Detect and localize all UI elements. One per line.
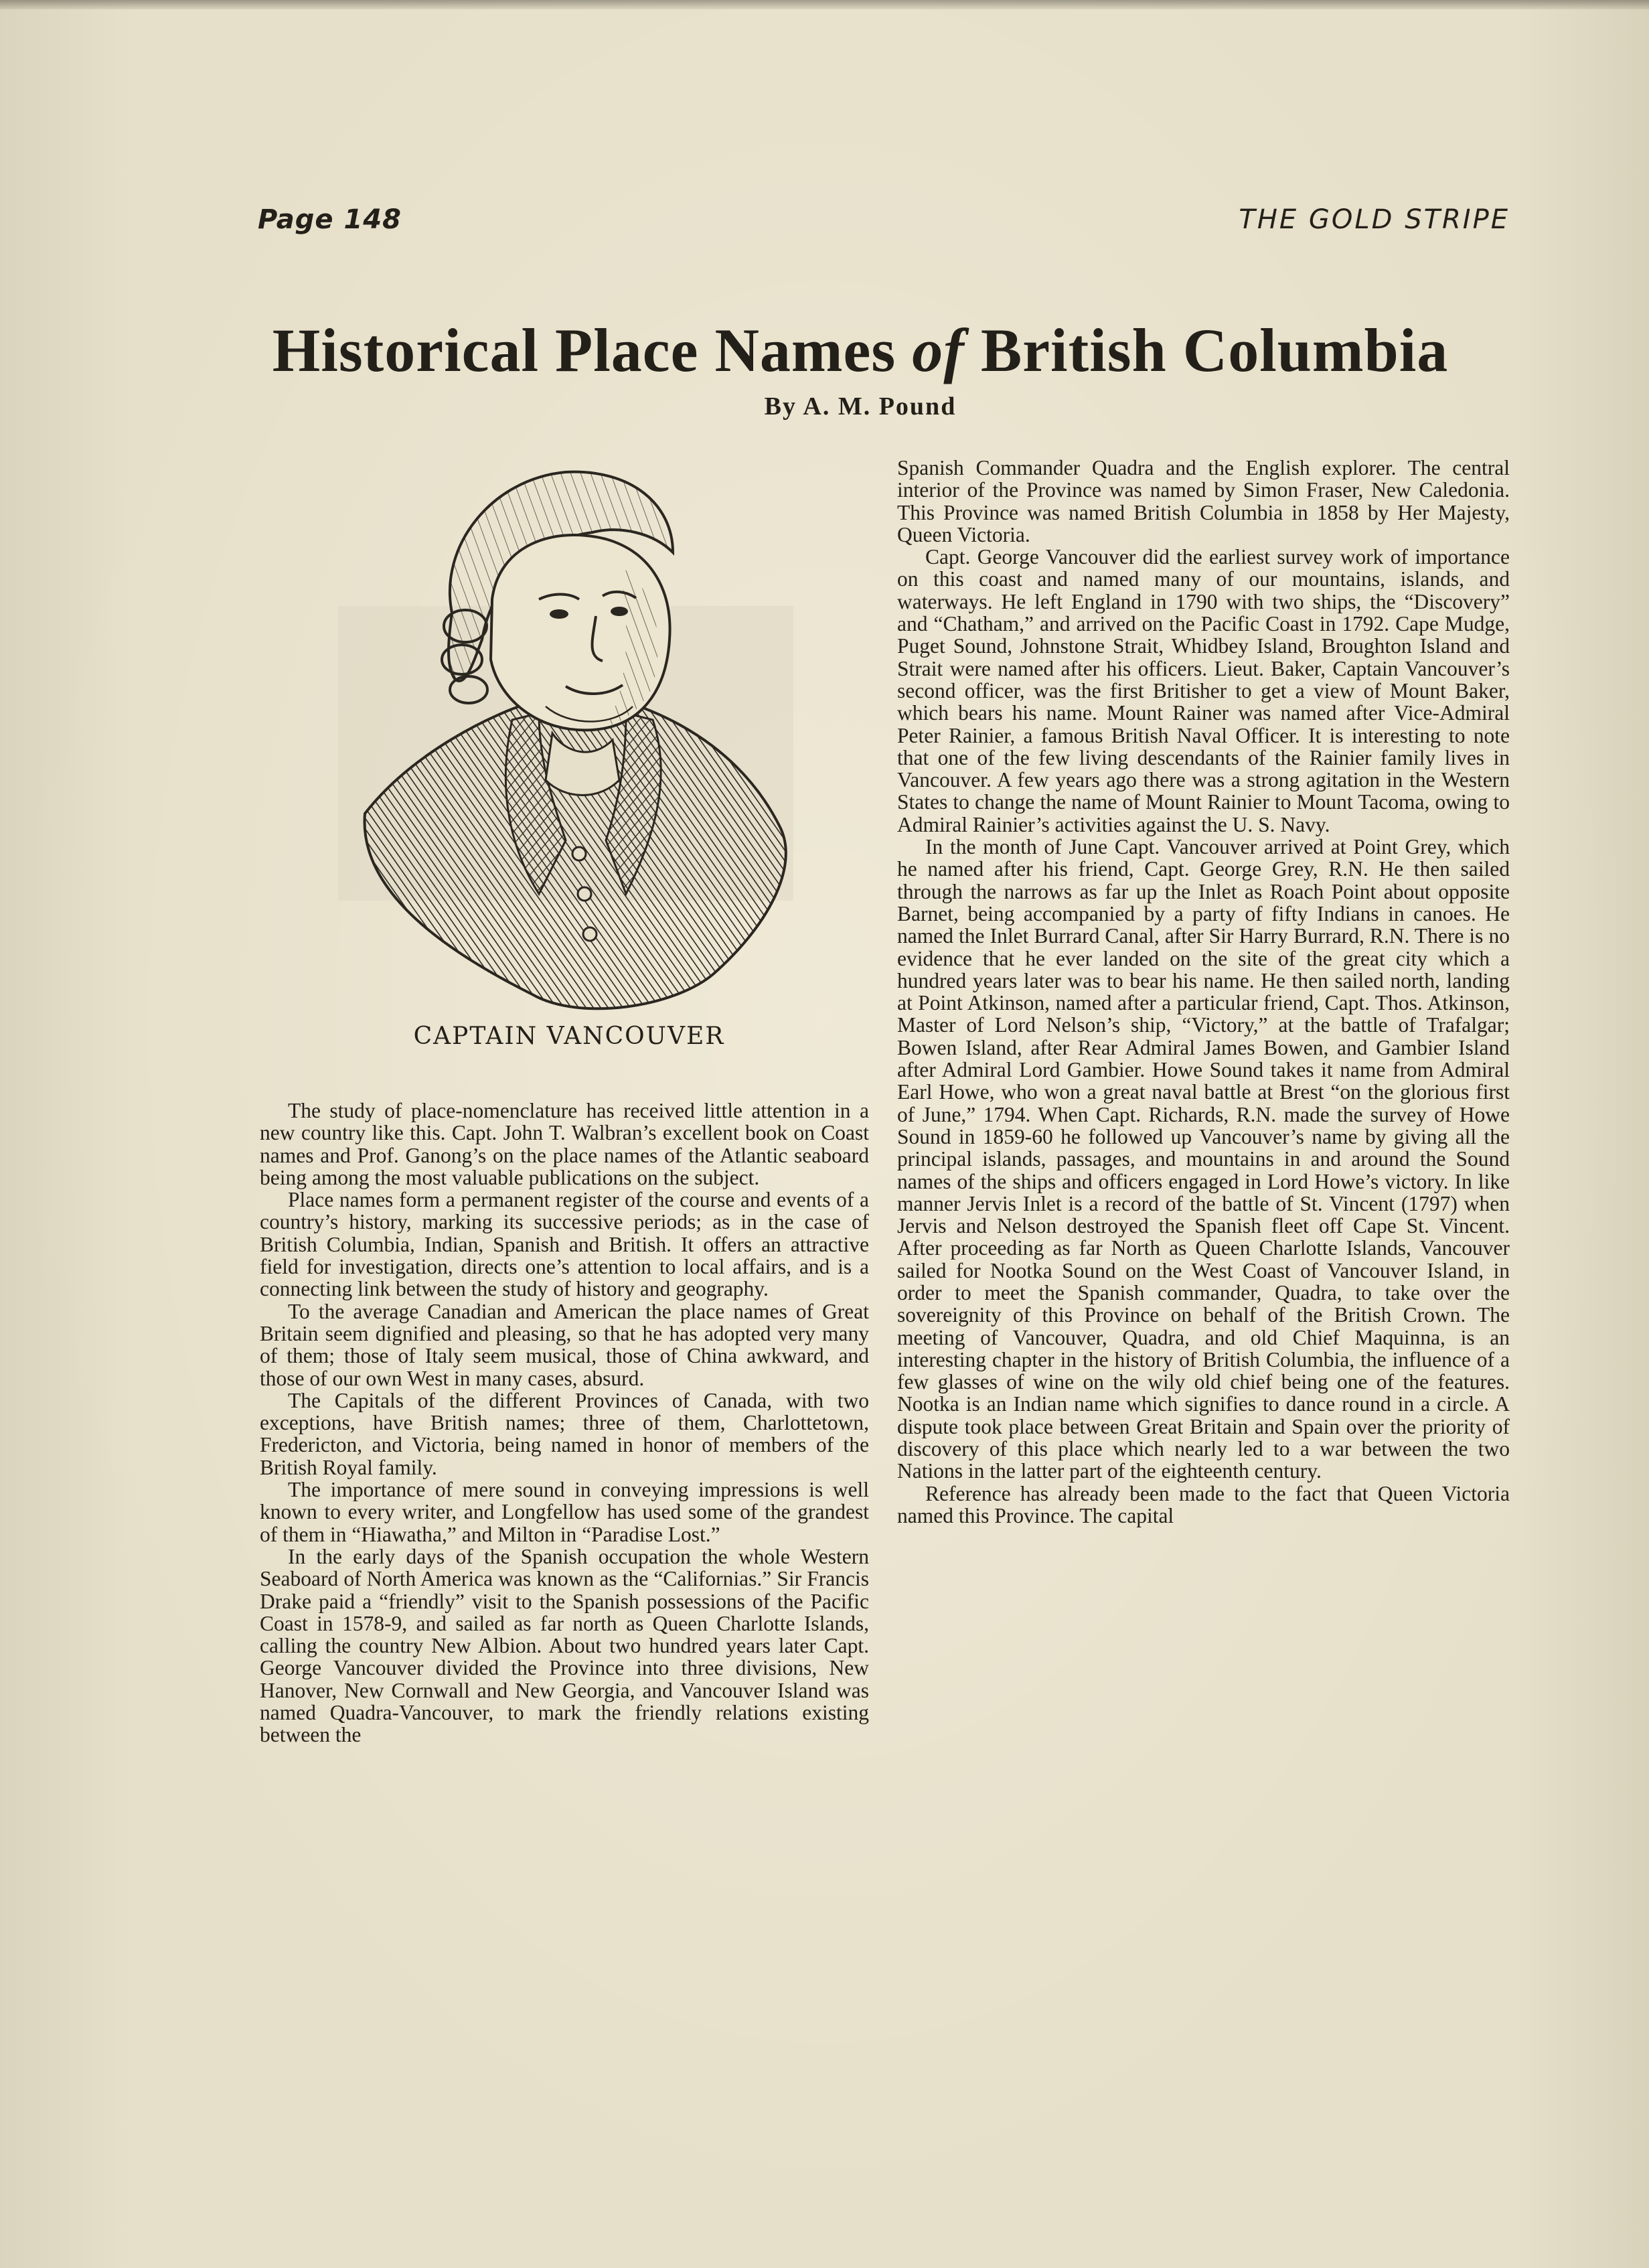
paragraph: The importance of mere sound in conveying impressions is well known to every writer, and Longfellow has used some of the grandest of them in “Hiawatha,” and Milton in “Paradise Lost.”	[260, 1478, 869, 1546]
paragraph: Reference has already been made to the fact that Queen Victoria named this Province. The capital	[897, 1481, 1510, 1527]
page-number: Page 148	[258, 204, 402, 235]
paragraph: Place names form a permanent register of the course and events of a country’s history, marking its successive periods; as in the case of British Columbia, Indian, Spanish and British. It offers an attractive field for investigation, directs one’s attention to local affairs, and is a connecting link between the study of history and geography.	[260, 1188, 869, 1301]
byline: By A. M. Pound	[764, 392, 957, 421]
title-part-1: Historical Place Names	[272, 316, 913, 384]
right-column	[897, 457, 1510, 1983]
left-column	[260, 1100, 869, 1983]
paragraph: In the month of June Capt. Vancouver arrived at Point Grey, which he named after his friend, Capt. George Grey, R.N. He then sailed through the narrows as far up the Inlet as Roach Point about opposite Barnet, being accompanied by a party of fifty Indians in canoes. He named the Inlet Burrard Canal, after Sir Harry Burrard, R.N. There is no evidence that he ever landed on the site of the great city which a hundred years later was to bear his name. He then sailed north, landing at Point Atkinson, named after a particular friend, Capt. Thos. Atkinson, Master of Lord Nelson’s ship, “Victory,” at the battle of Trafalgar; Bowen Island, after Rear Admiral James Bowen, and Gambier Island after Admiral Lord Gambier. Howe Sound takes it name from Admiral Earl Howe, who won a great naval battle at Brest “on the glorious first of June,” 1794. When Capt. Richards, R.N. made the survey of Howe Sound in 1859-60 he followed up Vancouver’s name by giving all the principal islands, passages, and mountains in and around the Sound names of the ships and officers engaged in Lord Howe’s victory. In like manner Jervis Inlet is a record of the battle of St. Vincent (1797) when Jervis and Nelson destroyed the Spanish fleet off Cape St. Vincent. After proceeding as far North as Queen Charlotte Islands, Vancouver sailed for Nootka Sound on the West Coast of Vancouver Island, in order to meet the Spanish commander, Quadra, to take over the sovereignity of this Province on behalf of the British Crown. The meeting of Vancouver, Quadra, and old Chief Maquinna, is an interesting chapter in the history of British Columbia, the influence of a few glasses of wine on the wily old chief being one of the features. Nootka is an Indian name which signifies to dance round in a circle. A dispute took place between Great Britain and Spain over the priority of discovery of this place which nearly led to a war between the two Nations in the latter part of the eighteenth century.	[897, 835, 1510, 1483]
magazine-title: THE GOLD STRIPE	[1239, 204, 1510, 235]
paragraph: The study of place-nomenclature has received little attention in a new country like this. Capt. John T. Walbran’s excellent book on Coast names and Prof. Ganong’s on the place names of the Atlantic seaboard being among the most valuable publications on the subject.	[260, 1099, 869, 1189]
paragraph: The Capitals of the different Provinces of Canada, with two exceptions, have British names; three of them, Charlottetown, Fredericton, and Victoria, being named in honor of members of the British Royal family.	[260, 1388, 869, 1479]
title-of: of	[912, 316, 965, 384]
paragraph-continued: Spanish Commander Quadra and the English explorer. The central interior of the Province was named by Simon Fraser, New Caledonia. This Province was named British Columbia in 1858 by Her Majesty, Queen Victoria.	[897, 456, 1510, 546]
paragraph: In the early days of the Spanish occupation the whole Western Seaboard of North America was known as the “Californias.” Sir Francis Drake paid a “friendly” visit to the Spanish possessions of the Pacific Coast in 1578-9, and sailed as far north as Queen Charlotte Islands, calling the country New Albion. About two hundred years later Capt. George Vancouver divided the Province into three divisions, New Hanover, New Cornwall and New Georgia, and Vancouver Island was named Quadra-Vancouver, to mark the friendly relations existing between the	[260, 1544, 869, 1747]
paragraph: To the average Canadian and American the place names of Great Britain seem dignified and pleasing, so that he has adopted very many of them; those of Italy seem musical, those of China awkward, and those of our own West in many cases, absurd.	[260, 1299, 869, 1390]
article-title	[201, 315, 1520, 386]
illustration-caption: CAPTAIN VANCOUVER	[413, 1023, 725, 1050]
running-head	[258, 204, 1510, 244]
title-part-2: British Columbia	[964, 316, 1449, 384]
paragraph: Capt. George Vancouver did the earliest survey work of importance on this coast and named many of our mountains, islands, and waterways. He left England in 1790 with two ships, the “Discovery” and “Chatham,” and arrived on the Pacific Coast in 1792. Cape Mudge, Puget Sound, Johnstone Strait, Whidbey Island, Broughton Island and Strait were named after his officers. Lieut. Baker, Captain Vancouver’s second officer, was the first Britisher to get a view of Mount Baker, which bears his name. Mount Rainer was named after Vice-Admiral Peter Rainier, a famous British Naval Officer. It is interesting to note that one of the few living descendants of the Rainier family lives in Vancouver. A few years ago there was a strong agitation in the Western States to change the name of Mount Rainier to Mount Tacoma, owing to Admiral Rainier’s activities against the U. S. Navy.	[897, 545, 1510, 836]
portrait-engraving-icon	[338, 465, 820, 1021]
